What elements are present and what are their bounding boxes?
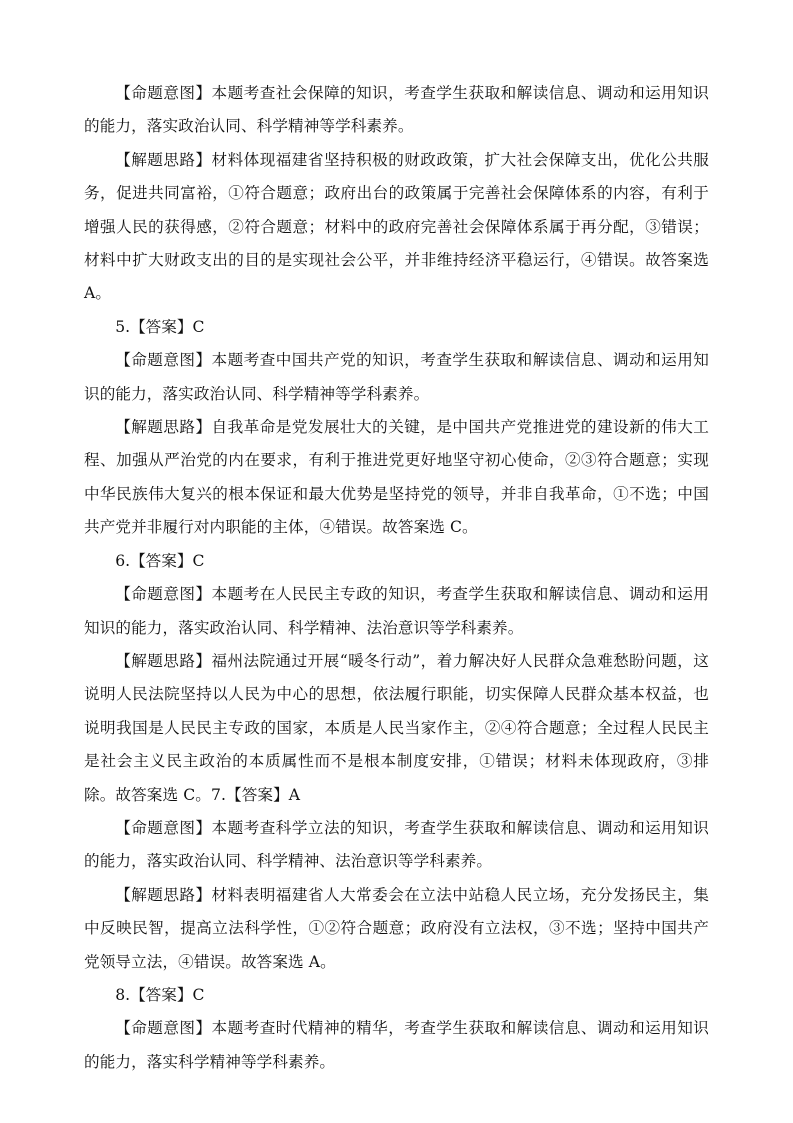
paragraph-solution-5	[84, 411, 709, 545]
paragraph-body: 本题考在人民民主专政的知识，考查学生获取和解读信息、调动和运用知识的能力，落实政治认同、科学精神、法治意识等学科素养。	[84, 585, 709, 637]
answer-value: C	[192, 985, 205, 1004]
section-tag: 【命题意图】	[115, 585, 212, 604]
answer-5	[84, 311, 709, 344]
paragraph-body: 材料表明福建省人大常委会在立法中站稳人民立场，充分发扬民主，集中反映民智，提高立法科学性，①②符合题意；政府没有立法权，③不选；坚持中国共产党领导立法，④错误。故答案选 A。	[84, 885, 709, 971]
answer-tag: 5.【答案】	[115, 317, 193, 336]
paragraph-body: 自我革命是党发展壮大的关键，是中国共产党推进党的建设新的伟大工程、加强从严治党的内在要求，有利于推进党更好地坚守初心使命，②③符合题意；实现中华民族伟大复兴的根本保证和最大优势是坚持党的领导，并非自我革命，①不选；中国共产党并非履行对内职能的主体，④错误。故答案选 C。	[84, 418, 709, 537]
paragraph-body: 材料体现福建省坚持积极的财政政策，扩大社会保障支出，优化公共服务，促进共同富裕，①符合题意；政府出台的政策属于完善社会保障体系的内容，有利于增强人民的获得感，②符合题意；材料中的政府完善社会保障体系属于再分配，③错误；材料中扩大财政支出的目的是实现社会公平，并非维持经济平稳运行，④错误。故答案选 A。	[84, 150, 709, 303]
paragraph-intent-4	[84, 77, 709, 144]
answer-value: C	[192, 317, 205, 336]
paragraph-solution-4	[84, 144, 709, 311]
section-tag: 【命题意图】	[115, 818, 212, 837]
answer-8	[84, 979, 709, 1012]
paragraph-body: 本题考查中国共产党的知识，考查学生获取和解读信息、调动和运用知识的能力，落实政治认同、科学精神等学科素养。	[84, 351, 709, 403]
paragraph-solution-6	[84, 645, 709, 812]
paragraph-body: 本题考查科学立法的知识，考查学生获取和解读信息、调动和运用知识的能力，落实政治认同、科学精神、法治意识等学科素养。	[84, 818, 709, 871]
answer-6	[84, 545, 709, 578]
paragraph-body: 本题考查社会保障的知识，考查学生获取和解读信息、调动和运用知识的能力，落实政治认同、科学精神等学科素养。	[84, 84, 709, 136]
paragraph-solution-7	[84, 879, 709, 979]
section-tag: 【解题思路】	[115, 651, 212, 670]
paragraph-intent-7	[84, 812, 709, 879]
section-tag: 【命题意图】	[115, 84, 212, 102]
paragraph-intent-6	[84, 578, 709, 645]
answer-tag: 6.【答案】	[115, 551, 193, 570]
paragraph-intent-5	[84, 344, 709, 411]
paragraph-body: 本题考查时代精神的精华，考查学生获取和解读信息、调动和运用知识的能力，落实科学精神等学科素养。	[84, 1019, 709, 1071]
section-tag: 【解题思路】	[115, 418, 212, 437]
section-tag: 【命题意图】	[115, 1019, 212, 1038]
section-tag: 【解题思路】	[115, 885, 212, 904]
answer-value: C	[192, 551, 205, 570]
paragraph-intent-8	[84, 1012, 709, 1079]
section-tag: 【解题思路】	[115, 150, 212, 169]
paragraph-body: 福州法院通过开展“暖冬行动”，着力解决好人民群众急难愁盼问题，这说明人民法院坚持以人民为中心的思想，依法履行职能，切实保障人民群众基本权益，也说明我国是人民民主专政的国家，本质是人民当家作主，②④符合题意；全过程人民民主是社会主义民主政治的本质属性而不是根本制度安排，①错误；材料未体现政府，③排除。故答案选 C。7.【答案】A	[84, 651, 709, 804]
answer-tag: 8.【答案】	[115, 985, 193, 1004]
section-tag: 【命题意图】	[115, 351, 212, 370]
